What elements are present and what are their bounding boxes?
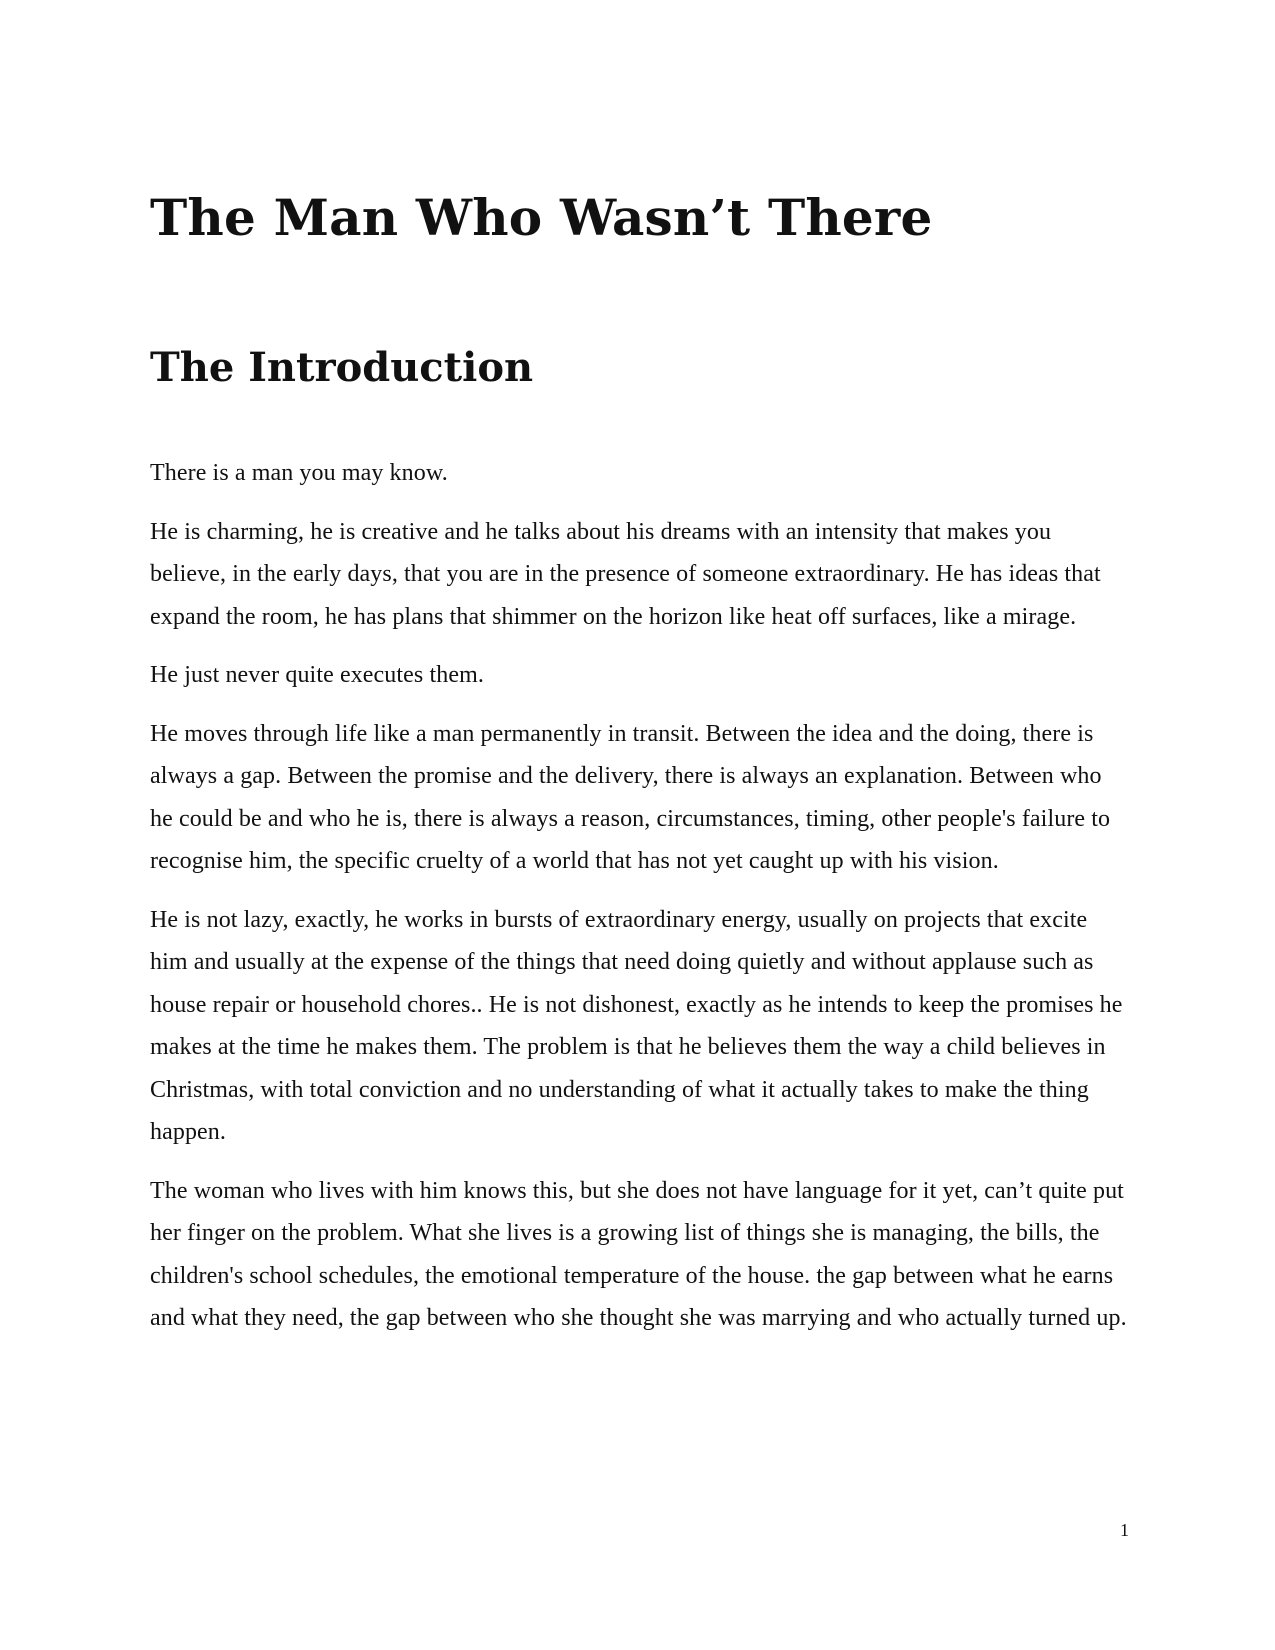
body-text bbox=[150, 452, 1130, 1340]
paragraph-5: He is not lazy, exactly, he works in bursts of extraordinary energy, usually on projects that excite him and usually at the expense of the things that need doing quietly and without applause such as house repair or household chores.. He is not dishonest, exactly as he intends to keep the promises he makes at the time he makes them. The problem is that he believes them the way a child believes in Christmas, with total conviction and no understanding of what it actually takes to make the thing happen. bbox=[150, 906, 1123, 1145]
paragraph-2: He is charming, he is creative and he talks about his dreams with an intensity that makes you believe, in the early days, that you are in the presence of someone extraordinary. He has ideas that expand the room, he has plans that shimmer on the horizon like heat off surfaces, like a mirage. bbox=[150, 518, 1101, 630]
section-title: The Introduction bbox=[150, 344, 534, 391]
paragraph-1: There is a man you may know. bbox=[150, 460, 448, 486]
paragraph-4: He moves through life like a man permanently in transit. Between the idea and the doing, there is always a gap. Between the promise and the delivery, there is always an explanation. Between who he could be and who he is, there is always a reason, circumstances, timing, other people's failure to recognise him, the specific cruelty of a world that has not yet caught up with his vision. bbox=[150, 720, 1111, 874]
page-number: 1 bbox=[1120, 1520, 1129, 1540]
paragraph-3: He just never quite executes them. bbox=[150, 662, 484, 688]
document-title: The Man Who Wasn’t There bbox=[150, 188, 933, 247]
paragraph-6: The woman who lives with him knows this, but she does not have language for it yet, can’t quite put her finger on the problem. What she lives is a growing list of things she is managing, the bills, the children's school schedules, the emotional temperature of the house. the gap between what he earns and what they need, the gap between who she thought she was marrying and who actually turned up. bbox=[150, 1177, 1127, 1331]
page-content bbox=[150, 188, 1130, 1356]
